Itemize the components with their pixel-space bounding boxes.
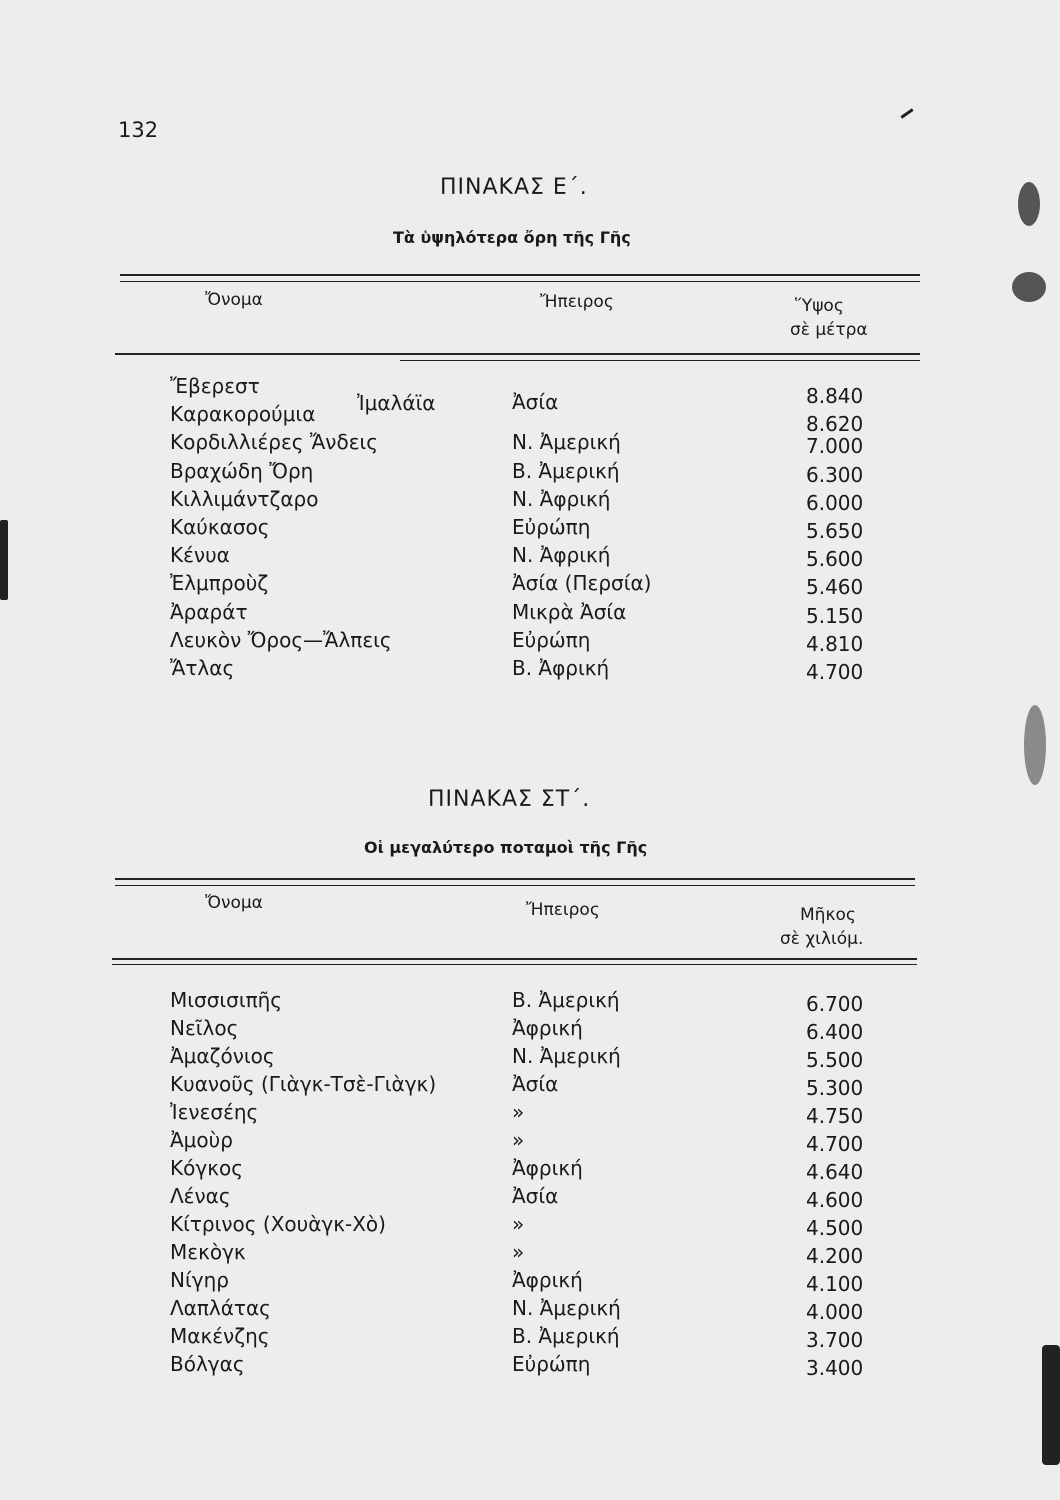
cell-continent: » <box>512 1100 525 1124</box>
cell-continent: Ἀφρική <box>512 1016 583 1040</box>
cell-continent: » <box>512 1212 525 1236</box>
table-row <box>0 1128 1060 1156</box>
cell-value: 4.640 <box>806 1160 864 1184</box>
cell-name: Μακένζης <box>170 1324 270 1348</box>
cell-name: Ἄτλας <box>170 656 235 680</box>
cell-continent: Εὐρώπη <box>512 515 591 539</box>
cell-value: 4.200 <box>806 1244 864 1268</box>
table-st-header-value-1: Μῆκος <box>800 905 856 925</box>
cell-name: Μισσισιπῆς <box>170 988 283 1012</box>
scan-stain <box>1018 182 1040 226</box>
table-row <box>0 988 1060 1016</box>
cell-value: 4.600 <box>806 1188 864 1212</box>
table-row <box>0 1296 1060 1324</box>
cell-name: Βόλγας <box>170 1352 245 1376</box>
table-st-top-rule-2 <box>115 885 915 886</box>
table-row <box>0 430 1060 458</box>
table-row <box>0 571 1060 599</box>
cell-value: 4.000 <box>806 1300 864 1324</box>
table-row <box>0 656 1060 684</box>
cell-continent: Β. Ἀμερική <box>512 1324 620 1348</box>
cell-name: Καύκασος <box>170 515 270 539</box>
cell-value: 5.500 <box>806 1048 864 1072</box>
cell-value: 4.750 <box>806 1104 864 1128</box>
table-row <box>0 628 1060 656</box>
table-e-header-continent: Ἤπειρος <box>540 292 614 312</box>
cell-value: 5.300 <box>806 1076 864 1100</box>
table-e-header-value-1: Ὕψος <box>795 296 844 316</box>
cell-name: Κίτρινος (Χουὰγκ-Χὸ) <box>170 1212 386 1236</box>
cell-name: Καρακορούμια <box>170 402 316 427</box>
cell-value: 7.000 <box>806 434 864 459</box>
table-row <box>0 1184 1060 1212</box>
cell-value: 6.000 <box>806 490 864 515</box>
cell-value: 3.700 <box>806 1328 864 1352</box>
table-e-top-rule-2 <box>120 281 920 282</box>
table-st-header-name: Ὄνομα <box>205 893 263 913</box>
cell-name: Κόγκος <box>170 1156 243 1180</box>
cell-value: 8.620 <box>806 412 864 437</box>
cell-continent: Ν. Ἀφρική <box>512 543 611 568</box>
table-e-top-rule <box>120 274 920 276</box>
table-row <box>0 1268 1060 1296</box>
cell-continent: Ν. Ἀμερική <box>512 430 621 455</box>
table-row <box>0 1240 1060 1268</box>
cell-continent: Ἀφρική <box>512 1156 583 1180</box>
cell-name: Λένας <box>170 1184 231 1208</box>
cell-name: Ἐλμπροὺζ <box>170 571 269 596</box>
table-e-title: ΠΙΝΑΚΑΣ Ε΄. <box>440 175 588 200</box>
table-row <box>0 1212 1060 1240</box>
cell-name: Λευκὸν Ὄρος—Ἄλπεις <box>170 627 392 652</box>
cell-value: 4.700 <box>806 660 864 684</box>
cell-continent: Ν. Ἀμερική <box>512 1296 621 1320</box>
table-row <box>0 487 1060 515</box>
cell-name: Ἀμαζόνιος <box>170 1044 275 1068</box>
cell-name: Ἔβερεστ <box>170 374 260 398</box>
cell-continent: Β. Ἀμερική <box>512 988 620 1012</box>
table-e-header-rule <box>115 353 920 355</box>
table-row <box>0 1352 1060 1380</box>
cell-name: Νίγηρ <box>170 1268 229 1292</box>
table-st-title: ΠΙΝΑΚΑΣ ΣΤ΄. <box>428 787 591 812</box>
table-st-subtitle: Οἱ μεγαλύτερο ποταμοὶ τῆς Γῆς <box>364 838 648 857</box>
table-row <box>0 543 1060 571</box>
cell-continent: Ἀσία <box>512 390 559 415</box>
cell-continent: Β. Ἀφρική <box>512 656 610 680</box>
table-row <box>0 515 1060 543</box>
cell-continent: Ν. Ἀμερική <box>512 1044 621 1068</box>
cell-name: Ἰενεσέης <box>170 1100 259 1124</box>
cell-name: Μεκὸγκ <box>170 1240 246 1264</box>
cell-value: 5.650 <box>806 519 864 543</box>
scan-stain <box>0 520 8 600</box>
cell-continent: Ἀσία (Περσία) <box>512 571 652 596</box>
cell-value: 6.300 <box>806 462 864 487</box>
table-row <box>0 1072 1060 1100</box>
cell-continent: Ν. Ἀφρική <box>512 486 611 511</box>
cell-name: Ἀραράτ <box>170 599 248 624</box>
cell-continent: Ἀφρική <box>512 1268 583 1292</box>
cell-name: Ἀμοὺρ <box>170 1128 233 1152</box>
cell-continent: Εὐρώπη <box>512 627 591 652</box>
cell-value: 3.400 <box>806 1356 864 1380</box>
table-e-header-value-2: σὲ μέτρα <box>790 320 868 340</box>
page-number: 132 <box>118 118 159 142</box>
cell-name: Νεῖλος <box>170 1016 239 1040</box>
range-label: Ἰμαλάϊα <box>357 391 436 415</box>
cell-name: Κορδιλλιέρες Ἄνδεις <box>170 430 379 455</box>
cell-name: Κένυα <box>170 543 230 568</box>
scan-stain <box>1024 705 1046 785</box>
cell-continent: Μικρὰ Ἀσία <box>512 599 627 624</box>
cell-name: Βραχώδη Ὄρη <box>170 458 314 483</box>
cell-continent: Εὐρώπη <box>512 1352 591 1376</box>
cell-continent: Β. Ἀμερική <box>512 458 620 483</box>
table-row <box>0 600 1060 628</box>
table-e-subtitle: Τὰ ὑψηλότερα ὄρη τῆς Γῆς <box>393 228 631 247</box>
cell-value: 5.150 <box>806 603 864 628</box>
cell-name: Λαπλάτας <box>170 1296 271 1320</box>
table-row <box>0 1324 1060 1352</box>
table-st-header-rule-2 <box>112 964 917 965</box>
cell-value: 4.500 <box>806 1216 864 1240</box>
cell-name: Κιλλιμάντζαρο <box>170 486 319 511</box>
table-st-top-rule <box>115 878 915 880</box>
cell-value: 6.700 <box>806 992 864 1016</box>
cell-continent: Ἀσία <box>512 1184 559 1208</box>
table-row <box>0 459 1060 487</box>
table-row <box>0 1016 1060 1044</box>
table-st-header-value-2: σὲ χιλιόμ. <box>780 929 864 949</box>
cell-value: 8.840 <box>806 384 864 408</box>
table-st-header-continent: Ἤπειρος <box>526 900 600 920</box>
pen-mark <box>900 108 913 118</box>
scan-stain <box>1042 1345 1060 1465</box>
cell-continent: » <box>512 1128 525 1152</box>
scan-stain <box>1012 272 1046 302</box>
cell-value: 5.460 <box>806 575 864 600</box>
cell-value: 4.810 <box>806 631 864 656</box>
cell-value: 5.600 <box>806 547 864 572</box>
cell-value: 6.400 <box>806 1020 864 1044</box>
cell-value: 4.100 <box>806 1272 864 1296</box>
cell-continent: Ἀσία <box>512 1072 559 1096</box>
cell-continent: » <box>512 1240 525 1264</box>
cell-name: Κυανοῦς (Γιὰγκ-Τσὲ-Γιὰγκ) <box>170 1072 437 1096</box>
cell-value: 4.700 <box>806 1132 864 1156</box>
table-e-header-rule-2 <box>400 360 920 361</box>
table-e-header-name: Ὄνομα <box>205 290 263 310</box>
table-row <box>0 1044 1060 1072</box>
table-row <box>0 1100 1060 1128</box>
table-row <box>0 1156 1060 1184</box>
table-st-header-rule <box>112 958 917 960</box>
